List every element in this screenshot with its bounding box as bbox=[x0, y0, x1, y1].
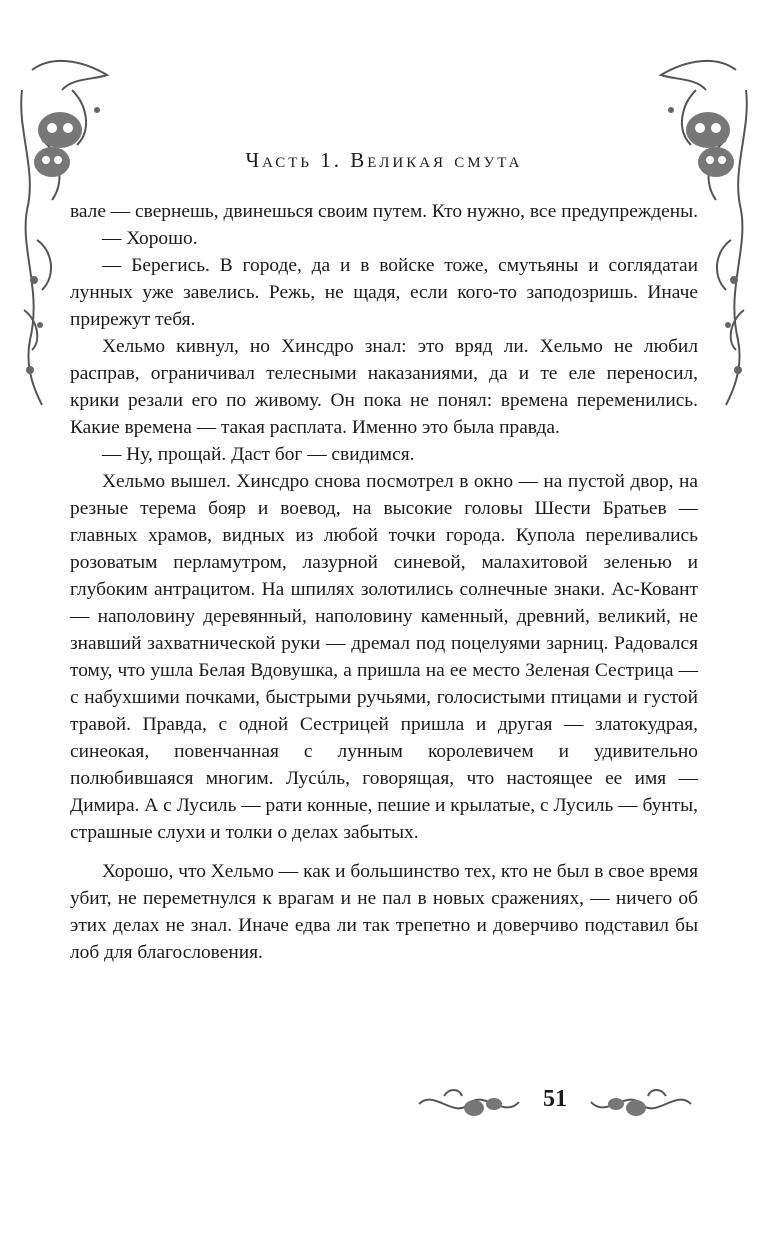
page-footer bbox=[410, 1080, 700, 1130]
paragraph: Хельмо вышел. Хинсдро снова посмотрел в окно — на пустой двор, на резные терема бояр и воевод, на высокие головы Шести Братьев — главных храмов, видных из любой точки города. Купола переливались розоватым перламутром, лазурной синевой, малахитовой зеленью и глубоким антрацитом. На шпилях золотились солнечные знаки. Ас-Ковант — наполовину деревянный, наполовину каменный, древний, великий, не знавший захватнической руки — дремал под поцелуями зарниц. Радовался тому, что ушла Белая Вдовушка, а пришла на ее место Зеленая Сестрица — с набухшими почками, быстрыми ручьями, голосистыми птицами и густой травой. Правда, с одной Сестрицей пришла и другая — златокудрая, синеокая, повенчанная с лунным королевичем и удивительно полюбившаяся многим. Лусúль, говорящая, что настоящее ее имя — Димира. А с Лусиль — рати конные, пешие и крылатые, с Лусиль — бунты, страшные слухи и толки о делах забытых. bbox=[70, 471, 698, 843]
floral-flourish-icon bbox=[414, 1084, 524, 1124]
paragraph: Хельмо кивнул, но Хинсдро знал: это вряд ли. Хельмо не любил расправ, ограничивал телесными наказаниями, да и те еле переносил, крики резали его по живому. Он пока не понял: времена переменились. Какие времена — такая расплата. Именно это была правда. bbox=[70, 336, 698, 438]
paragraph: — Берегись. В городе, да и в войске тоже, смутьяны и соглядатаи лунных уже завелись. Режь, не щадя, если кого-то заподозришь. Иначе прирежут тебя. bbox=[70, 255, 698, 330]
paragraph: — Ну, прощай. Даст бог — свидимся. bbox=[102, 444, 415, 465]
page-number: 51 bbox=[543, 1086, 567, 1112]
floral-flourish-icon bbox=[586, 1084, 696, 1124]
paragraph: Хорошо, что Хельмо — как и большинство тех, кто не был в свое время убит, не переметнулся к врагам и не пал в новых сражениях, — ничего об этих делах не знал. Иначе едва ли так трепетно и доверчиво подставил бы лоб для благословения. bbox=[70, 861, 698, 963]
paragraph: — Хорошо. bbox=[102, 228, 198, 249]
body-text bbox=[70, 198, 698, 966]
paragraph: вале — свернешь, двинешься своим путем. Кто нужно, все предупреждены. bbox=[70, 201, 698, 222]
running-head: Часть 1. Великая смута bbox=[245, 148, 523, 172]
